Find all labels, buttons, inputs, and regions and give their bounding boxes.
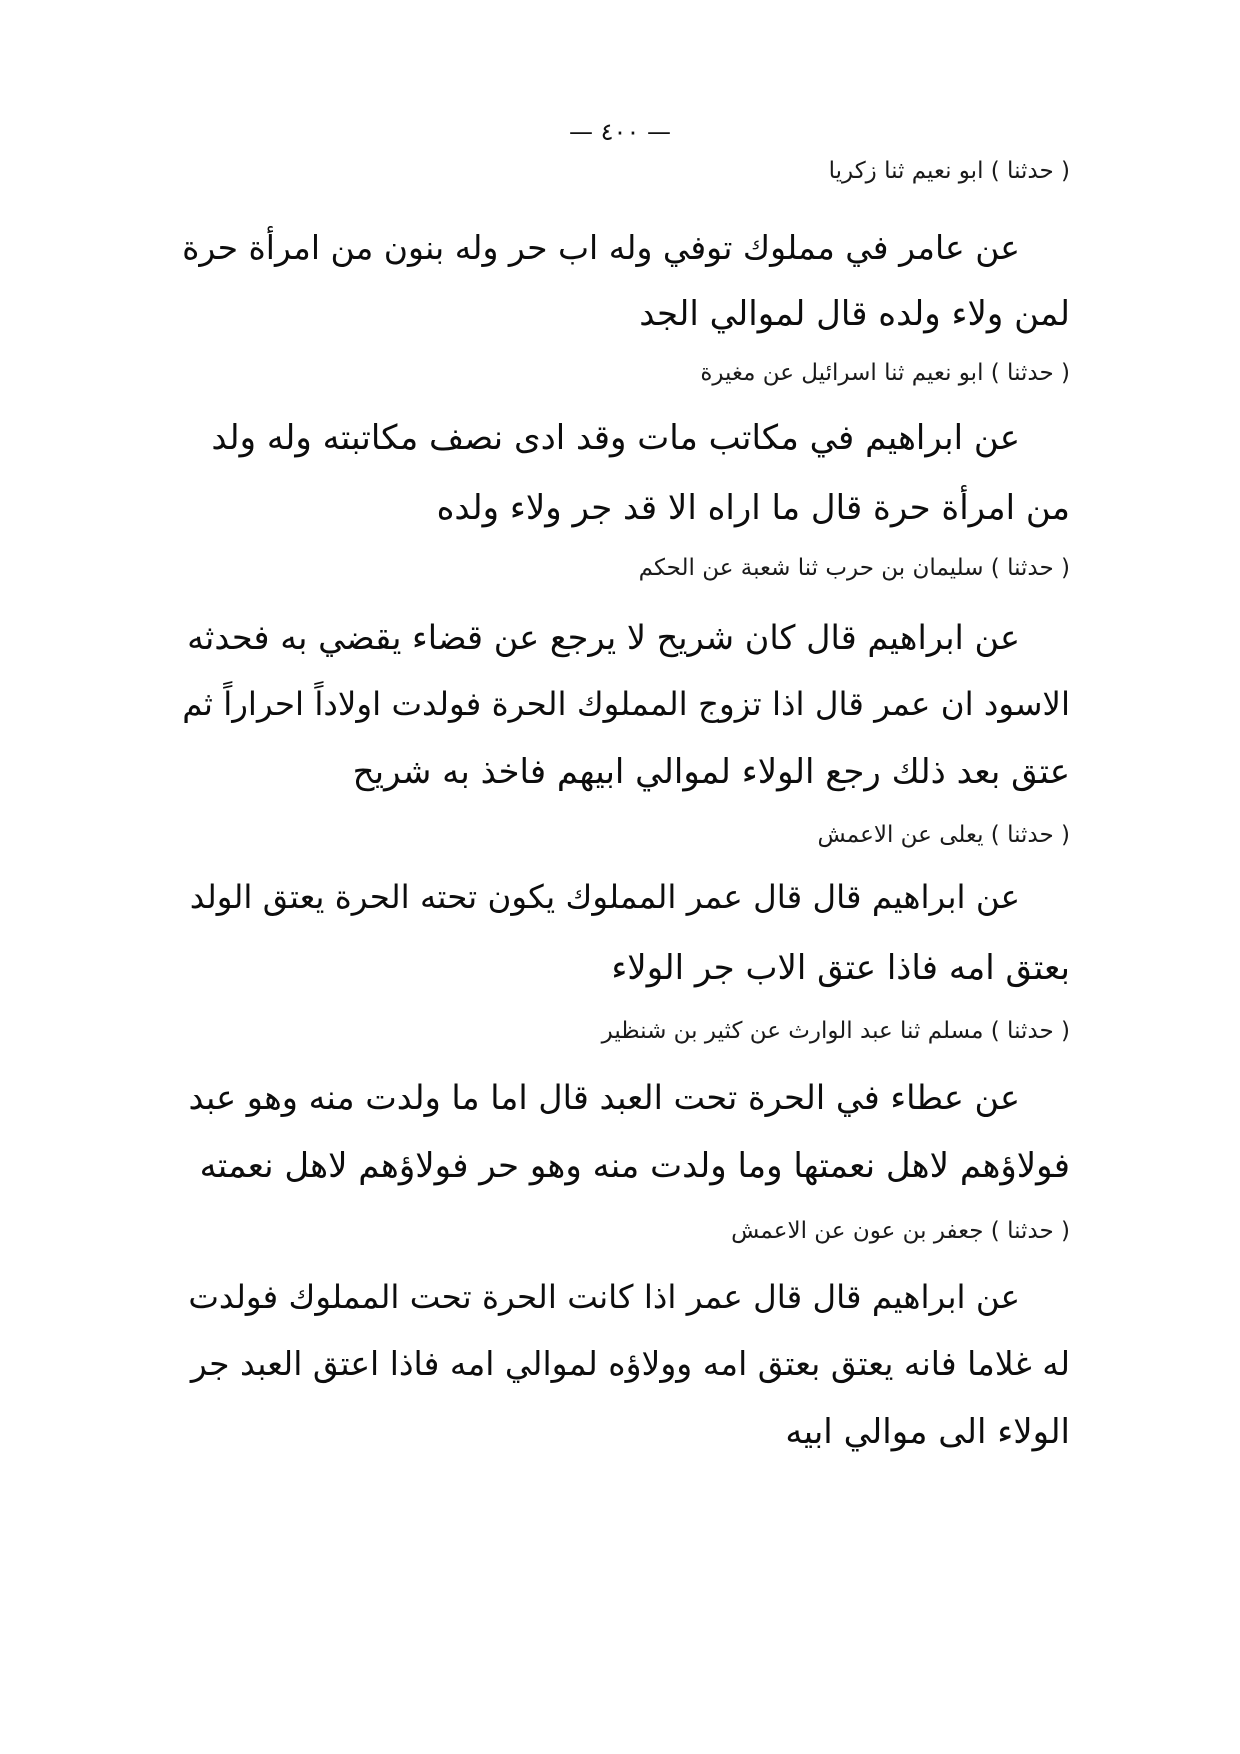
text-line: فولاؤهم لاهل نعمتها وما ولدت منه وهو حر فولاؤهم لاهل نعمته (199, 1146, 1070, 1186)
isnad-line: ( حدثنا ) يعلى عن الاعمش (817, 822, 1070, 848)
text-line: عن عامر في مملوك توفي وله اب حر وله بنون من امرأة حرة (182, 228, 1020, 267)
text-line: الولاء الى موالي ابيه (785, 1412, 1070, 1452)
text-line: لمن ولاء ولده قال لموالي الجد (639, 294, 1070, 334)
text-line: عن ابراهيم قال قال عمر اذا كانت الحرة تحت المملوك فولدت (188, 1278, 1020, 1316)
text-line: من امرأة حرة قال ما اراه الا قد جر ولاء ولده (436, 488, 1070, 528)
text-line: عن ابراهيم قال قال عمر المملوك يكون تحته الحرة يعتق الولد (189, 878, 1020, 916)
isnad-line: ( حدثنا ) جعفر بن عون عن الاعمش (731, 1218, 1070, 1244)
isnad-line: ( حدثنا ) ابو نعيم ثنا زكريا (828, 158, 1070, 184)
text-line: عن ابراهيم قال كان شريح لا يرجع عن قضاء يقضي به فحدثه (187, 618, 1020, 657)
text-line: عتق بعد ذلك رجع الولاء لموالي ابيهم فاخذ به شريح (352, 752, 1070, 792)
text-line: عن عطاء في الحرة تحت العبد قال اما ما ولدت منه وهو عبد (188, 1078, 1020, 1117)
isnad-line: ( حدثنا ) مسلم ثنا عبد الوارث عن كثير بن شنظير (601, 1018, 1070, 1044)
text-line: الاسود ان عمر قال اذا تزوج المملوك الحرة فولدت اولاداً احراراً ثم (182, 685, 1070, 723)
text-line: عن ابراهيم في مكاتب مات وقد ادى نصف مكاتبته وله ولد (211, 418, 1020, 458)
isnad-line: ( حدثنا ) سليمان بن حرب ثنا شعبة عن الحكم (638, 555, 1070, 581)
text-line: له غلاما فانه يعتق بعتق امه وولاؤه لموالي امه فاذا اعتق العبد جر (190, 1344, 1070, 1383)
isnad-line: ( حدثنا ) ابو نعيم ثنا اسرائيل عن مغيرة (700, 360, 1070, 386)
text-line: بعتق امه فاذا عتق الاب جر الولاء (611, 948, 1070, 988)
page-number: — ٤٠٠ — (569, 118, 671, 146)
